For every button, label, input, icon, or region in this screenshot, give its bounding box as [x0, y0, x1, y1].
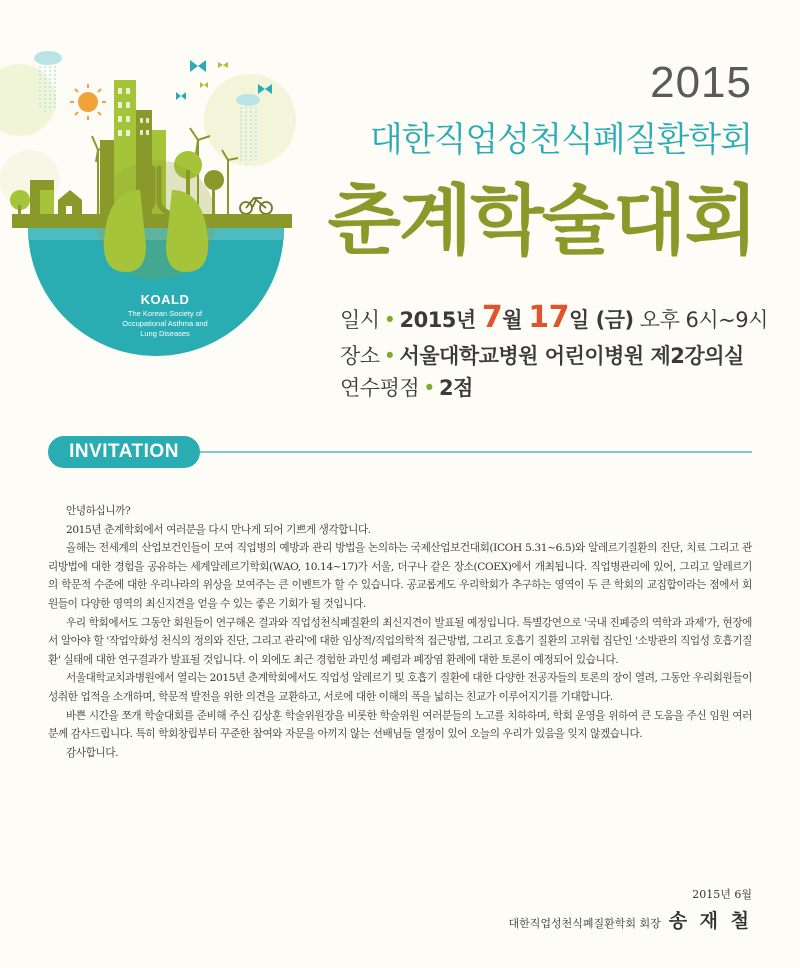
section-divider [190, 451, 752, 453]
letter-paragraph: 서울대학교치과병원에서 열리는 2015년 춘계학회에서도 직업성 알레르기 및 호흡기 질환에 대한 다양한 전공자들의 토론의 장이 열려, 그동안 우리회원들이 성취한 업적을 소개하며, 학문적 발전을 위한 의견을 교환하고, 서로에 대한 이해의 폭을 넓히는 친교가 이루어지기를 기대합니다. [48, 672, 752, 703]
venue-value: 서울대학교병원 어린이병원 제2강의실 [399, 344, 744, 368]
date-day-unit: 일 (금) [569, 308, 634, 332]
bicycle-icon [240, 198, 272, 214]
bullet: • [383, 308, 396, 332]
society-logo [0, 40, 310, 370]
date-time: 오후 6시~9시 [639, 308, 768, 332]
bullet: • [423, 376, 436, 400]
logo-acronym: KOALD [140, 292, 190, 307]
logo-full-name [110, 309, 220, 339]
letter-paragraph: 안녕하십니까? [66, 505, 131, 517]
date-month-unit: 월 [502, 308, 523, 332]
letter-paragraph: 올해는 전세계의 산업보건인들이 모여 직업병의 예방과 관리 방법을 논의하는 국제산업보건대회(ICOH 5.31~6.5)와 알레르기질환의 진단, 치료 그리고 관리방법에 대한 경험을 공유하는 세계알레르기학회(WAO, 10.14~17)가 서울, 더구나 같은 장소(COEX)에서 개최됩니다. 직업병관리에 있어, 그리고 알레르기의 학문적 수준에 대한 우리나라의 위상을 보여주는 큰 이벤트가 할 수 있습니다. 공교롭게도 우리학회가 추구하는 영역이 두 큰 학회의 교집합이라는 점에서 회원들이 다양한 영역의 최신지견을 얻을 수 있는 좋은 기회가 될 것입니다. [48, 542, 752, 610]
credit-label: 연수평점 [340, 376, 420, 400]
lungs-icon [96, 160, 216, 280]
letter-paragraph: 우리 학회에서도 그동안 회원들이 연구해온 결과와 직업성천식폐질환의 최신지견이 발표될 예정입니다. 특별강연으로 '국내 진폐증의 역학과 과제'가, 현장에서 알아야 할 '작업악화성 천식의 정의와 진단, 그리고 관리'에 대한 임상적/직업의학적 접근방법, 그리고 호흡기 질환의 고위험 집단인 '소방관의 직업성 호흡기질환' 실태에 대한 연구결과가 발표될 것입니다. 이 외에도 최근 경험한 과민성 폐렴과 폐장염 환례에 대한 토론이 예정되어 있습니다. [48, 616, 752, 666]
invitation-tab: INVITATION [48, 436, 200, 468]
house-icon [58, 190, 82, 216]
sun-icon [70, 84, 106, 120]
signature-name: 송 재 철 [668, 910, 752, 932]
bullet: • [383, 344, 396, 368]
letter-paragraph: 바쁜 시간을 쪼개 학술대회를 준비해 주신 김상훈 학술위원장을 비롯한 학술위원 여러분들의 노고를 치하하며, 학회 운영을 위하여 큰 도움을 주신 임원 여러분께 감사드립니다. 특히 학회창립부터 꾸준한 참여와 자문을 아끼지 않는 선배님들 열정이 있어 오늘의 우리가 있음을 잊지 않겠습니다. [48, 709, 752, 741]
credit-value: 2점 [439, 376, 473, 400]
signature-org: 대한직업성천식폐질환학회 회장 [508, 917, 661, 930]
logo-full-name-line: The Korean Society of [127, 309, 203, 318]
info-credit [340, 372, 473, 402]
info-venue [340, 340, 744, 370]
logo-caption [110, 292, 220, 339]
logo-full-name-line: Lung Diseases [140, 329, 190, 338]
society-name: 대한직업성천식폐질환학회 [369, 120, 752, 160]
date-month: 7 [481, 300, 503, 335]
venue-label: 장소 [340, 344, 380, 368]
event-year: 2015 [650, 58, 752, 107]
date-label: 일시 [340, 308, 380, 332]
signature-date: 2015년 6월 [692, 888, 752, 901]
invitation-letter [48, 502, 752, 762]
date-year: 2015년 [399, 308, 476, 332]
letter-paragraph: 감사합니다. [66, 746, 119, 759]
conference-title: 춘계학술대회 [327, 176, 756, 265]
info-date [340, 300, 768, 335]
letter-paragraph: 2015년 춘계학회에서 여러분을 다시 만나게 되어 기쁘게 생각합니다. [66, 523, 371, 536]
logo-full-name-line: Occupational Asthma and [122, 319, 208, 328]
date-day: 17 [528, 300, 569, 335]
signature [508, 906, 752, 933]
